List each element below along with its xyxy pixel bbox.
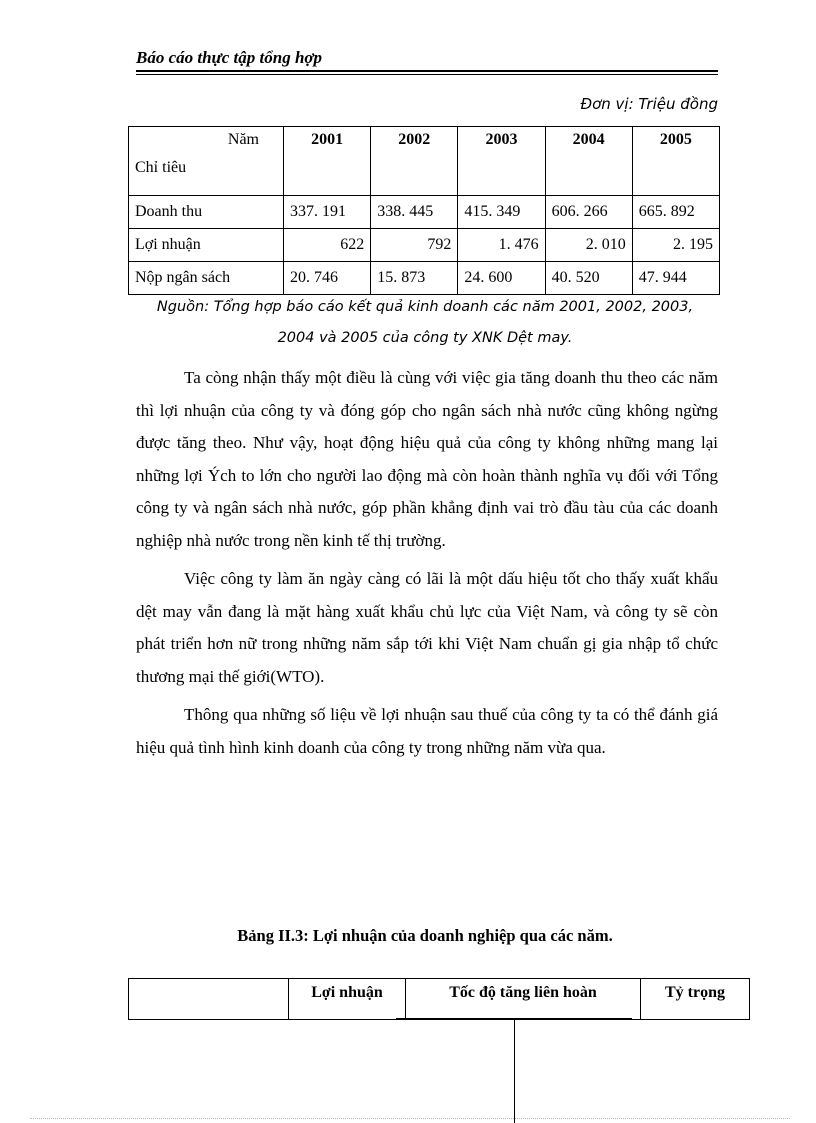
- table-cell: 15. 873: [371, 262, 458, 295]
- table-cell: 337. 191: [284, 196, 371, 229]
- table-cell: 622: [284, 229, 371, 262]
- table-cell: 40. 520: [545, 262, 632, 295]
- table-header-row: [129, 127, 720, 196]
- column-header: Lợi nhuận: [289, 979, 406, 1020]
- table-cell: 338. 445: [371, 196, 458, 229]
- source-line: 2004 và 2005 của công ty XNK Dệt may.: [277, 330, 573, 346]
- body-text: [136, 362, 718, 770]
- corner-cell: [129, 127, 284, 196]
- blank-header-cell: [129, 979, 289, 1020]
- row-label: Doanh thu: [129, 196, 284, 229]
- table-cell: 20. 746: [284, 262, 371, 295]
- table-cell: 1. 476: [458, 229, 545, 262]
- table-row: [129, 196, 720, 229]
- year-header: 2001: [284, 127, 371, 196]
- source-line: Nguồn: Tổng hợp báo cáo kết quả kinh doanh các năm 2001, 2002, 2003,: [156, 299, 694, 315]
- financial-table: [128, 126, 720, 295]
- table-cell: 47. 944: [632, 262, 719, 295]
- table-row: [129, 229, 720, 262]
- paragraph: Ta còng nhận thấy một điều là cùng với việc gia tăng doanh thu theo các năm thì lợi nhuận của công ty và đóng góp cho ngân sách nhà nước cũng không ngừng được tăng theo. Như vậy, hoạt động hiệu quả của công ty không những mang lại những lợi Ých to lớn cho người lao động mà còn hoàn thành nghĩa vụ đối với Tổng công ty và ngân sách nhà nước, góp phần khẳng định vai trò đầu tàu của các doanh nghiệp nhà nước trong nền kinh tế thị trường.: [136, 368, 718, 550]
- subheader-divider: [514, 1018, 515, 1123]
- table2-title: Bảng II.3: Lợi nhuận của doanh nghiệp qua các năm.: [237, 926, 613, 945]
- document-header-title: Báo cáo thực tập tổng hợp: [136, 48, 323, 67]
- year-header: 2002: [371, 127, 458, 196]
- table-cell: 2. 195: [632, 229, 719, 262]
- year-header: 2004: [545, 127, 632, 196]
- table-row: [129, 262, 720, 295]
- profit-table: [128, 978, 750, 1020]
- table-cell: 415. 349: [458, 196, 545, 229]
- header-rule-thin: [136, 74, 718, 75]
- year-header: 2003: [458, 127, 545, 196]
- paragraph: Việc công ty làm ăn ngày càng có lãi là một dấu hiệu tốt cho thấy xuất khẩu dệt may vẫn đang là mặt hàng xuất khẩu chủ lực của Việt Nam, và công ty sẽ còn phát triển hơn nữ trong những năm sắp tới khi Việt Nam chuẩn gị gia nhập tổ chức thương mại thế giới(WTO).: [136, 569, 718, 686]
- page-bottom-border: [30, 1118, 790, 1119]
- row-label: Nộp ngân sách: [129, 262, 284, 295]
- table-header-row: [129, 979, 750, 1020]
- unit-note: Đơn vị: Triệu đồng: [580, 95, 718, 113]
- table-source-note: [120, 292, 730, 354]
- table-cell: 606. 266: [545, 196, 632, 229]
- corner-indicator-label: Chỉ tiêu: [135, 159, 187, 176]
- corner-year-label: Năm: [227, 131, 259, 148]
- table-cell: 24. 600: [458, 262, 545, 295]
- table-cell: 2. 010: [545, 229, 632, 262]
- year-header: 2005: [632, 127, 719, 196]
- column-header: Tốc độ tăng liên hoàn: [406, 979, 641, 1020]
- paragraph: Thông qua những số liệu về lợi nhuận sau thuế của công ty ta có thể đánh giá hiệu quả tình hình kinh doanh của công ty trong những năm vừa qua.: [136, 705, 718, 757]
- table-cell: 792: [371, 229, 458, 262]
- table-cell: 665. 892: [632, 196, 719, 229]
- column-header: Tỷ trọng: [641, 979, 750, 1020]
- row-label: Lợi nhuận: [129, 229, 284, 262]
- header-rule: [136, 70, 718, 72]
